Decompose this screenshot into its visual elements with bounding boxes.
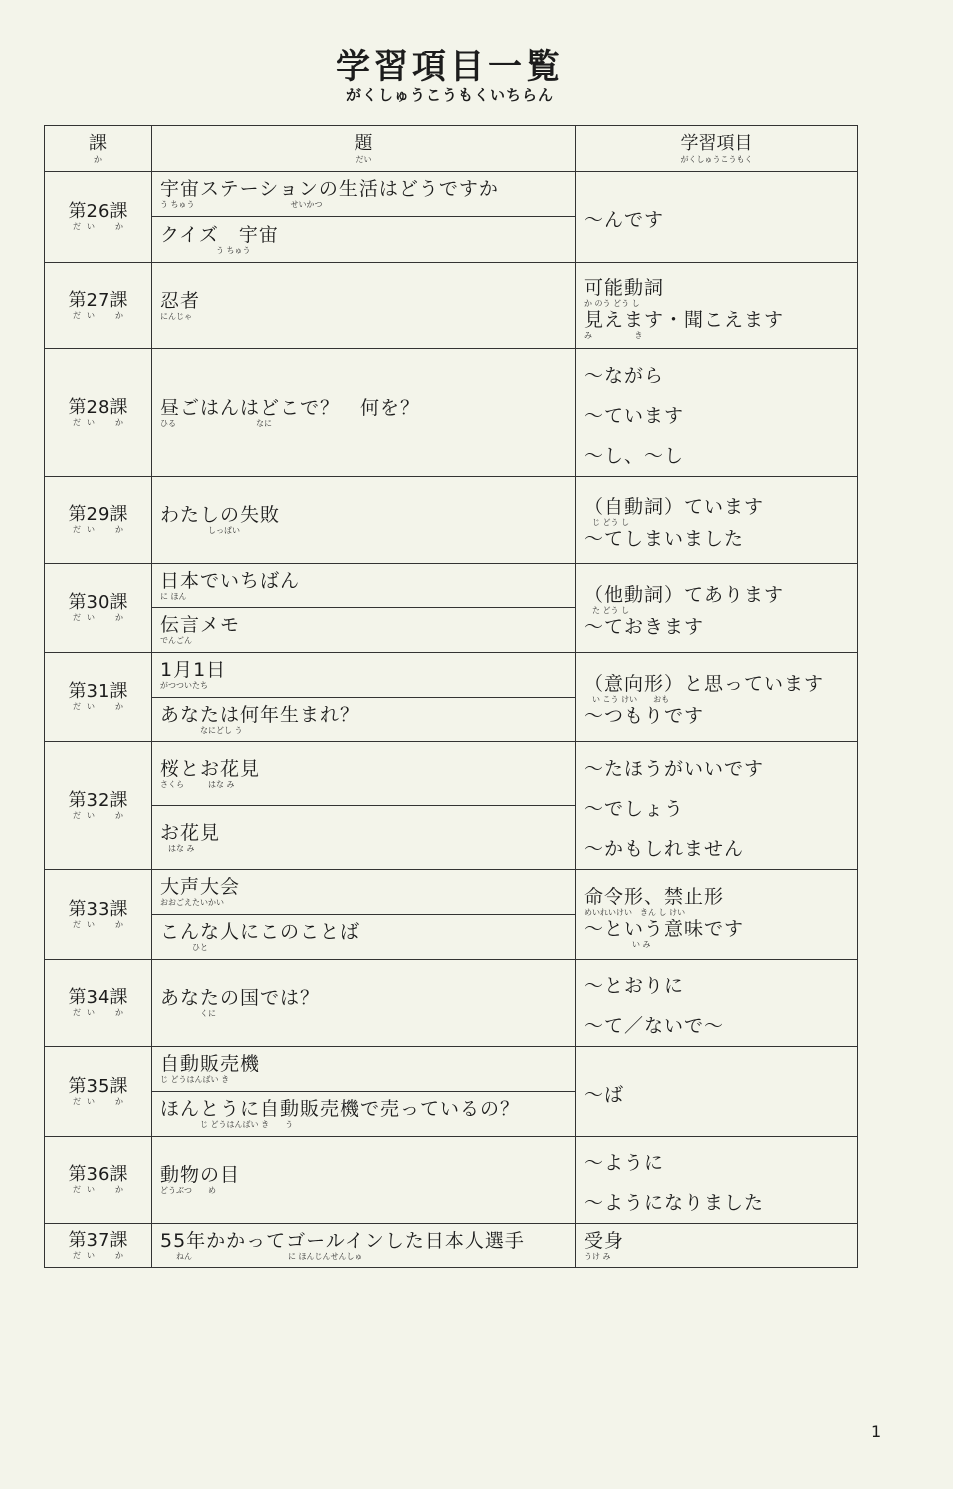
- items-cell: 〜ように 〜ようになりました: [576, 1137, 858, 1224]
- lesson-number-26: 第26課 だい か: [45, 172, 152, 263]
- topic-cell: 自動販売機 じ どうはんばい き: [152, 1047, 576, 1092]
- page-header: [0, 48, 900, 104]
- lesson-number-33: 第33課 だい か: [45, 870, 152, 960]
- topic-cell: お花見 はな み: [152, 806, 576, 870]
- page-number: 1: [871, 1422, 882, 1441]
- lesson-number-35: 第35課 だい か: [45, 1047, 152, 1137]
- topic-cell: 動物の目 どうぶつ め: [152, 1137, 576, 1224]
- lesson-number-29: 第29課 だい か: [45, 477, 152, 564]
- table-header-row: [45, 126, 858, 172]
- lesson-number-37: 第37課 だい か: [45, 1224, 152, 1268]
- topic-cell: 昼ごはんはどこで？ 何を？ ひる なに: [152, 349, 576, 477]
- lesson-number-31: 第31課 だい か: [45, 653, 152, 742]
- items-cell: 〜たほうがいいです 〜でしょう 〜かもしれません: [576, 742, 858, 870]
- lesson-number-32: 第32課 だい か: [45, 742, 152, 870]
- items-cell: 可能動詞 か のう どう し 見えます・聞こえます み き: [576, 263, 858, 349]
- items-cell: （他動詞）てあります た どう し 〜ておきます: [576, 564, 858, 653]
- table-row: [45, 1137, 858, 1224]
- lesson-number-27: 第27課 だい か: [45, 263, 152, 349]
- items-cell: 〜ば: [576, 1047, 858, 1137]
- table-row: [45, 349, 858, 477]
- lesson-number-34: 第34課 だい か: [45, 960, 152, 1047]
- table-row: [45, 960, 858, 1047]
- header-topic: 題 だい: [152, 126, 576, 172]
- topic-cell: 宇宙ステーションの生活はどうですか う ちゅう せいかつ: [152, 172, 576, 217]
- topic-cell: 伝言メモ でんごん: [152, 608, 576, 653]
- lesson-number-30: 第30課 だい か: [45, 564, 152, 653]
- topic-cell: 日本でいちばん に ほん: [152, 564, 576, 608]
- topic-cell: 55年かかってゴールインした日本人選手 ねん に ほんじんせんしゅ: [152, 1224, 576, 1268]
- header-lesson: 課 か: [45, 126, 152, 172]
- table-row: [45, 172, 858, 217]
- items-cell: 〜ながら 〜ています 〜し、〜し: [576, 349, 858, 477]
- topic-cell: あなたは何年生まれ？ なにどし う: [152, 698, 576, 742]
- table-row: [45, 653, 858, 698]
- items-cell: 〜とおりに 〜て／ないで〜: [576, 960, 858, 1047]
- items-cell: （自動詞）ています じ どう し 〜てしまいました: [576, 477, 858, 564]
- page-title: 学習項目一覧: [336, 47, 564, 87]
- items-cell: 〜んです: [576, 172, 858, 263]
- items-cell: 受身 うけ み: [576, 1224, 858, 1268]
- lesson-table: [44, 125, 858, 1268]
- topic-cell: ほんとうに自動販売機で売っているの？ じ どうはんばい き う: [152, 1092, 576, 1137]
- page-title-ruby: がくしゅうこうもくいちらん: [345, 86, 554, 104]
- table-row: [45, 263, 858, 349]
- topic-cell: わたしの失敗 しっぱい: [152, 477, 576, 564]
- table-row: [45, 477, 858, 564]
- topic-cell: こんな人にこのことば ひと: [152, 915, 576, 960]
- topic-cell: 大声大会 おおごえたいかい: [152, 870, 576, 915]
- topic-cell: 忍者 にんじゃ: [152, 263, 576, 349]
- topic-cell: 1月1日 がつついたち: [152, 653, 576, 698]
- table-row: [45, 1224, 858, 1268]
- table-row: [45, 564, 858, 608]
- header-items: 学習項目 がくしゅうこうもく: [576, 126, 858, 172]
- items-cell: （意向形）と思っています い こう けい おも 〜つもりです: [576, 653, 858, 742]
- items-cell: 命令形、禁止形 めいれいけい きん し けい 〜という意味です い み: [576, 870, 858, 960]
- lesson-number-36: 第36課 だい か: [45, 1137, 152, 1224]
- topic-cell: 桜とお花見 さくら はな み: [152, 742, 576, 806]
- topic-cell: あなたの国では？ くに: [152, 960, 576, 1047]
- table-row: [45, 1047, 858, 1092]
- topic-cell: クイズ 宇宙 う ちゅう: [152, 217, 576, 263]
- table-row: [45, 742, 858, 806]
- table-row: [45, 870, 858, 915]
- lesson-number-28: 第28課 だい か: [45, 349, 152, 477]
